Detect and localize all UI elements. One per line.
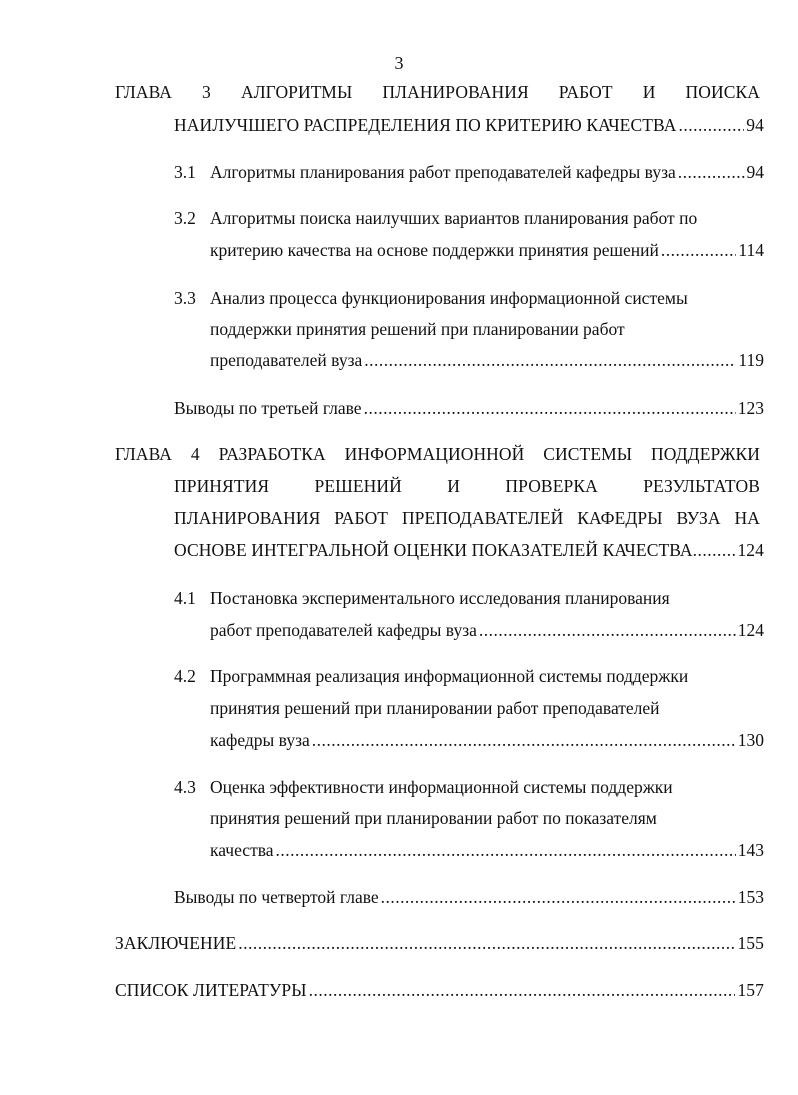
dot-leader bbox=[693, 538, 738, 562]
section-title-line: Программная реализация информационной системы поддержки bbox=[210, 666, 689, 686]
dot-leader bbox=[678, 113, 744, 137]
toc-references bbox=[115, 978, 764, 1002]
section-title-line: кафедры вуза bbox=[210, 730, 310, 750]
dot-leader bbox=[678, 160, 745, 184]
chapter4-title-text: ОСНОВЕ ИНТЕГРАЛЬНОЙ ОЦЕНКИ ПОКАЗАТЕЛЕЙ КАЧЕСТВА bbox=[174, 540, 693, 560]
dot-leader bbox=[309, 978, 736, 1002]
chapter3-conclusions bbox=[174, 396, 764, 420]
section-number: 3.3 bbox=[174, 288, 196, 308]
chapter4-title-line4 bbox=[174, 538, 764, 562]
section-title-line: Алгоритмы поиска наилучших вариантов планирования работ по bbox=[210, 208, 698, 228]
page-number: 3 bbox=[394, 53, 404, 73]
section-title-line: преподавателей вуза bbox=[210, 350, 363, 370]
section-page: 94 bbox=[746, 162, 764, 182]
section-title-line: качества bbox=[210, 840, 274, 860]
section-title-line: поддержки принятия решений при планировании работ bbox=[210, 319, 625, 339]
conclusions-title: Выводы по четвертой главе bbox=[174, 887, 379, 907]
chapter4-page: 124 bbox=[737, 540, 764, 560]
chapter4-title-line1: ГЛАВА 4 РАЗРАБОТКА ИНФОРМАЦИОННОЙ СИСТЕМЫ ПОДДЕРЖКИ bbox=[115, 444, 760, 464]
section-title: Алгоритмы планирования работ преподавателей кафедры вуза bbox=[210, 162, 676, 182]
conclusion-page: 155 bbox=[737, 933, 764, 953]
section-title-line: принятия решений при планировании работ преподавателей bbox=[210, 698, 660, 718]
section-3-2 bbox=[210, 238, 764, 262]
section-4-2 bbox=[210, 728, 764, 752]
section-3-3 bbox=[210, 348, 764, 372]
section-title-line: принятия решений при планировании работ по показателям bbox=[210, 808, 657, 828]
dot-leader bbox=[364, 396, 736, 420]
section-number: 4.1 bbox=[174, 588, 196, 608]
section-title-line: Оценка эффективности информационной системы поддержки bbox=[210, 777, 673, 797]
section-number: 3.2 bbox=[174, 208, 196, 228]
chapter3-title-line1: ГЛАВА 3 АЛГОРИТМЫ ПЛАНИРОВАНИЯ РАБОТ И ПОИСКА bbox=[115, 82, 760, 102]
dot-leader bbox=[479, 618, 736, 642]
chapter4-title-line3: ПЛАНИРОВАНИЯ РАБОТ ПРЕПОДАВАТЕЛЕЙ КАФЕДРЫ ВУЗА НА bbox=[174, 508, 760, 528]
toc-conclusion bbox=[115, 931, 764, 955]
chapter3-title-line2 bbox=[174, 113, 764, 137]
references-page: 157 bbox=[737, 980, 764, 1000]
section-title-line: Постановка экспериментального исследования планирования bbox=[210, 588, 670, 608]
chapter4-title-line2: ПРИНЯТИЯ РЕШЕНИЙ И ПРОВЕРКА РЕЗУЛЬТАТОВ bbox=[174, 476, 760, 496]
dot-leader bbox=[312, 728, 736, 752]
section-title-line: Анализ процесса функционирования информационной системы bbox=[210, 288, 688, 308]
section-4-3 bbox=[210, 838, 764, 862]
section-page: 124 bbox=[737, 620, 764, 640]
chapter3-title-text: НАИЛУЧШЕГО РАСПРЕДЕЛЕНИЯ ПО КРИТЕРИЮ КАЧЕСТВА bbox=[174, 115, 677, 135]
conclusions-page: 123 bbox=[737, 398, 764, 418]
dot-leader bbox=[381, 885, 736, 909]
dot-leader bbox=[238, 931, 735, 955]
dot-leader bbox=[661, 238, 737, 262]
references-title: СПИСОК ЛИТЕРАТУРЫ bbox=[115, 980, 307, 1000]
section-3-1 bbox=[210, 160, 764, 184]
conclusions-title: Выводы по третьей главе bbox=[174, 398, 362, 418]
section-4-1 bbox=[210, 618, 764, 642]
chapter3-page: 94 bbox=[746, 115, 764, 135]
section-title-line: работ преподавателей кафедры вуза bbox=[210, 620, 477, 640]
dot-leader bbox=[364, 348, 736, 372]
section-number: 4.3 bbox=[174, 777, 196, 797]
section-number: 4.2 bbox=[174, 666, 196, 686]
section-page: 114 bbox=[738, 240, 764, 260]
chapter4-conclusions bbox=[174, 885, 764, 909]
conclusion-title: ЗАКЛЮЧЕНИЕ bbox=[115, 933, 237, 953]
conclusions-page: 153 bbox=[737, 887, 764, 907]
dot-leader bbox=[276, 838, 736, 862]
section-page: 119 bbox=[738, 350, 764, 370]
section-number: 3.1 bbox=[174, 162, 196, 182]
section-page: 143 bbox=[737, 840, 764, 860]
section-title-line: критерию качества на основе поддержки принятия решений bbox=[210, 240, 659, 260]
section-page: 130 bbox=[737, 730, 764, 750]
